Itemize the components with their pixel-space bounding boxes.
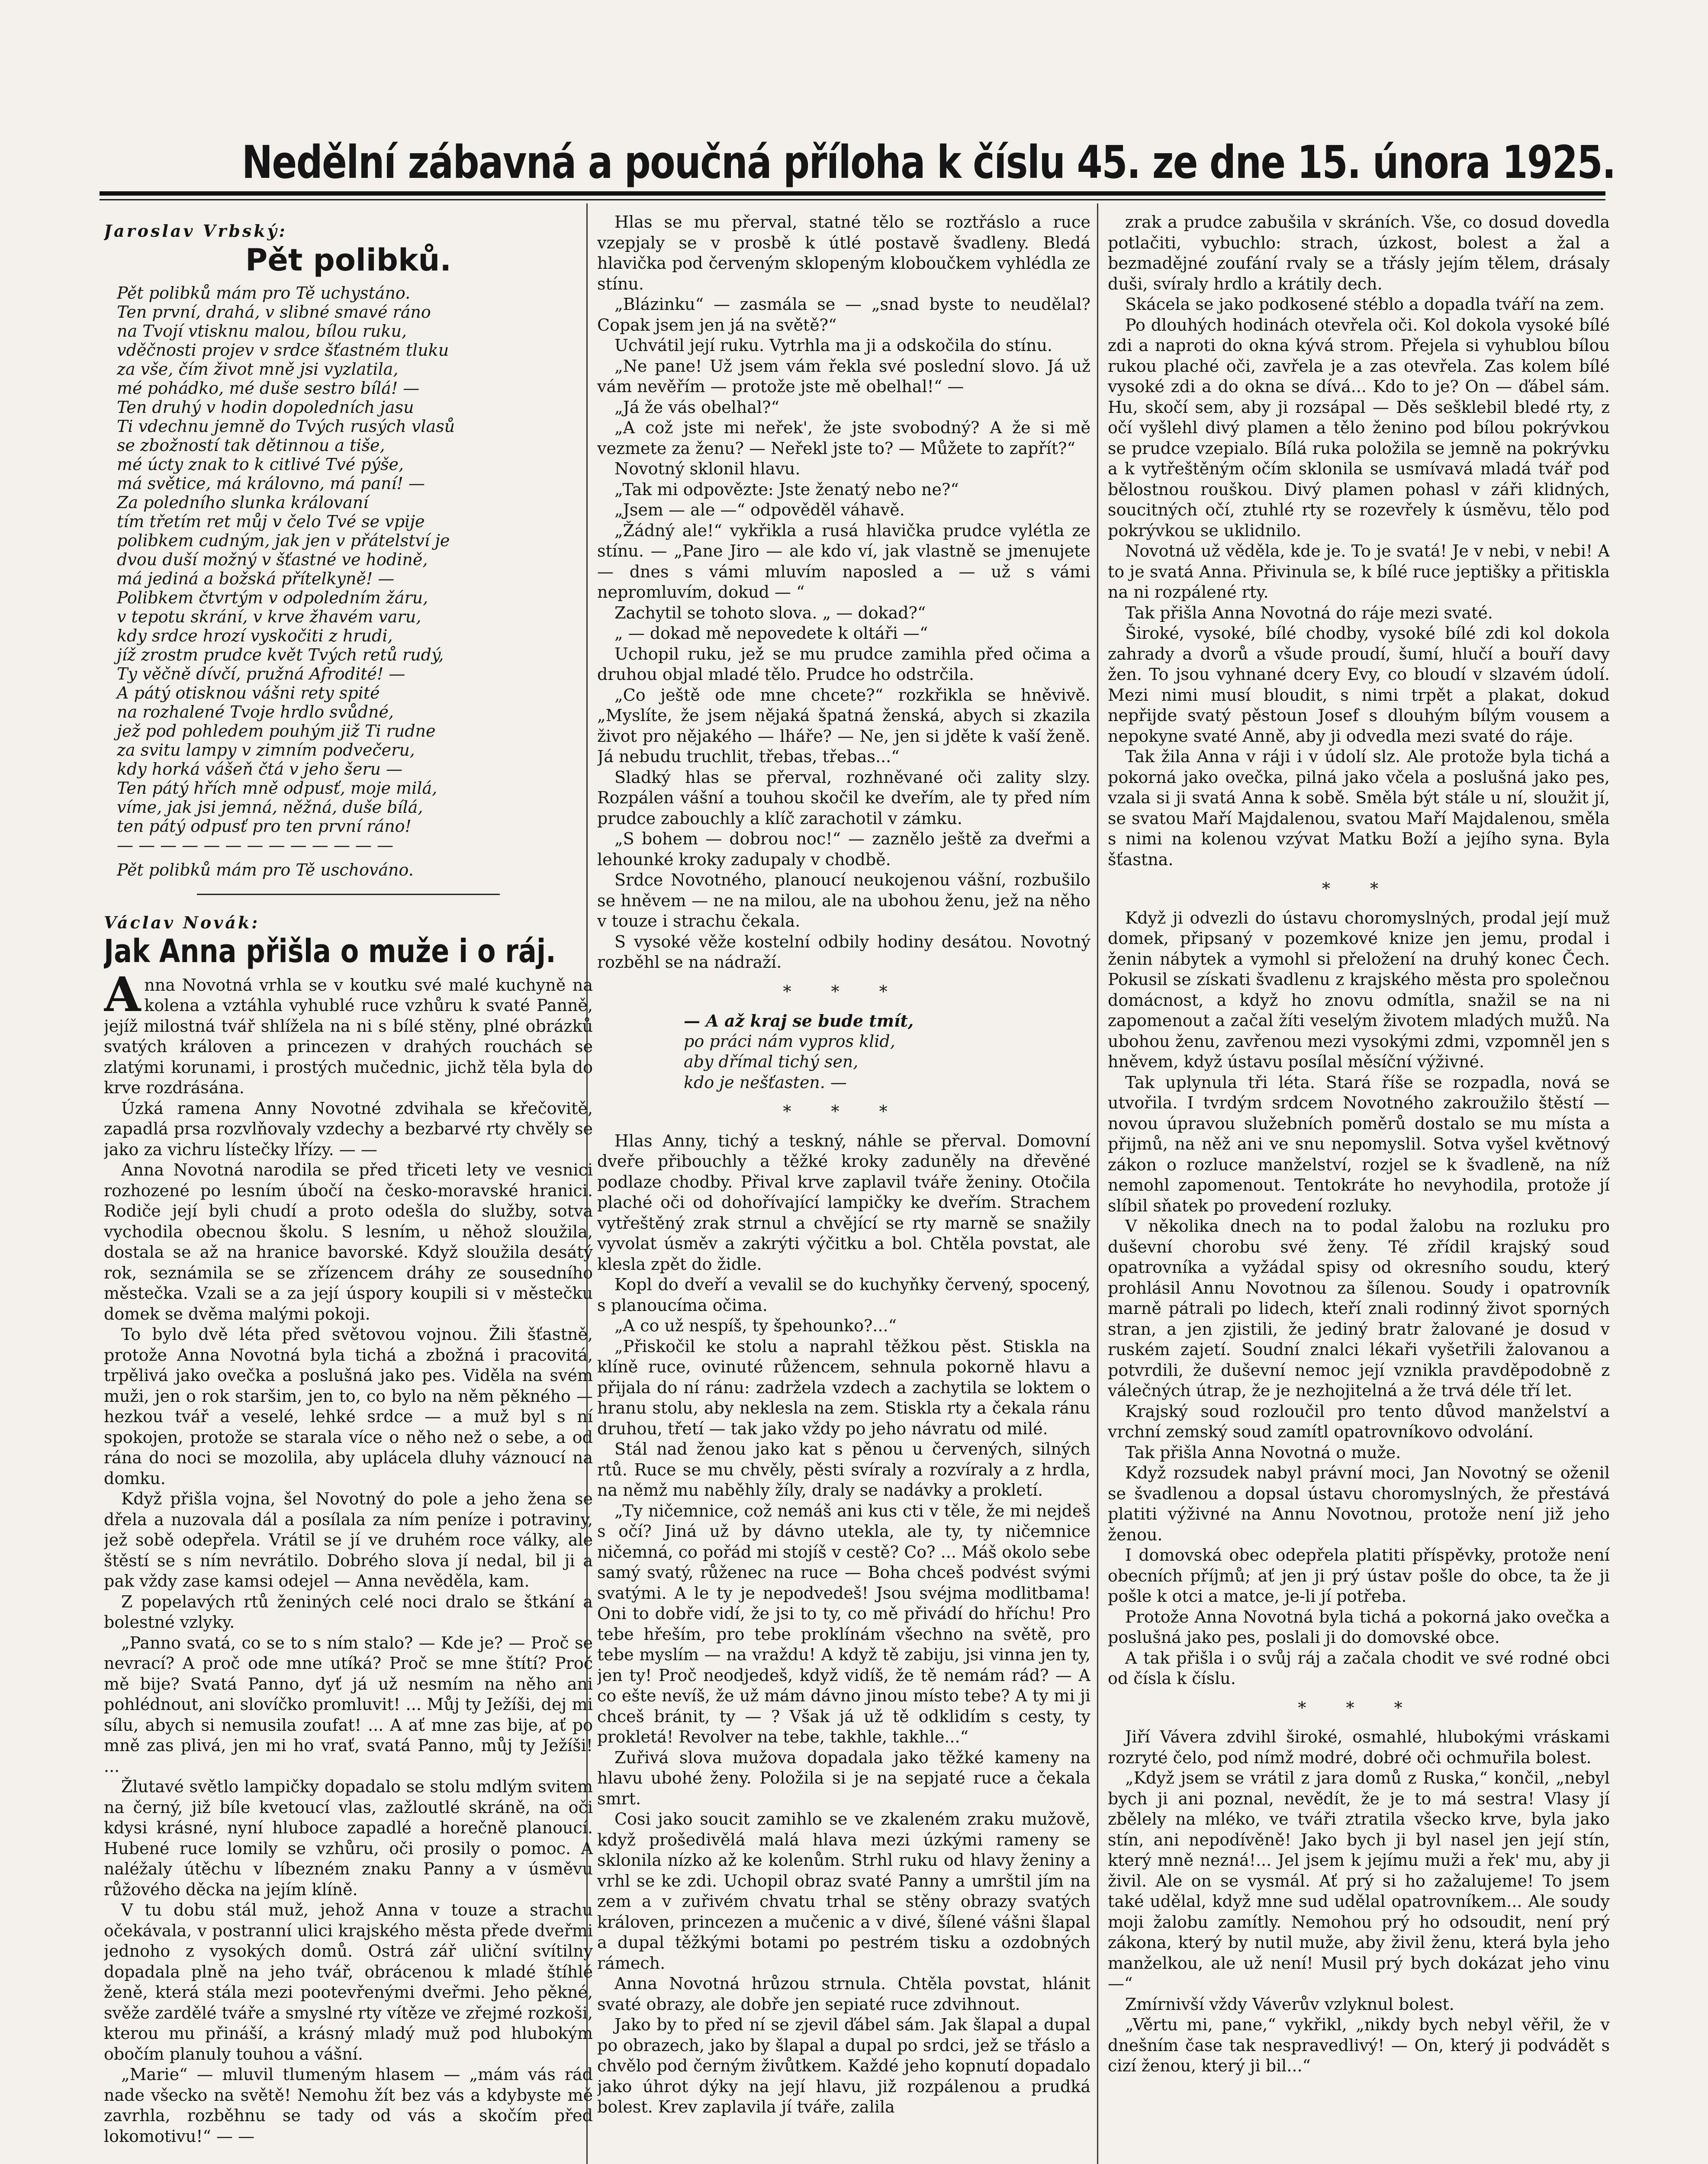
- verse-line: — A až kraj se bude tmít,: [684, 1011, 914, 1030]
- paragraph: Žlutavé světlo lampičky dopadalo se stolu mdlým svitem na černý, již bíle kvetoucí vlas, zažloutlé skráně, na oči kdysi krásné, nyní hluboce zapadlé a horečně planoucí. Hubené ruce lomily se vzhůru, oči prosily o pomoc. A naléžaly útěchu v líbezném znaku Panny a v úsměvu růžového děcka na jejím klíně.: [104, 1777, 593, 1899]
- poem-line: dvou duší možný v šťastné ve hodině,: [117, 550, 428, 569]
- column-3: [1108, 212, 1610, 2164]
- paragraph: Zuřivá slova mužova dopadala jako těžké kameny na hlavu ubohé ženy. Položila si je na sepjaté ruce a čekala smrt.: [597, 1748, 1090, 1808]
- paragraph: „Tak mi odpovězte: Jste ženatý nebo ne?“: [614, 480, 959, 499]
- paragraph: Novotná už věděla, kde je. To je svatá! Je v nebi, v nebi! A to je svatá Anna. Přivinula se, k bílé ruce jeptišky a přitiskla na ni rozpálené rty.: [1108, 541, 1610, 602]
- poem-body: [104, 283, 593, 855]
- paragraph: Jako by to před ní se zjevil ďábel sám. Jak šlapal a dupal po obrazech, jako by šlapal a dupal po srdci, jež se třáslo a chvělo pod černým živůtkem. Každé jeho kopnutí dopadalo jako úhrot dýky na její hlavu, již rozpálenou a prudká bolest. Krev zaplavila jí tváře, zalila: [597, 2015, 1090, 2116]
- poem-line: se zbožností tak dětinnou a tiše,: [117, 436, 385, 455]
- poem-line: jež pod pohledem pouhým již Ti rudne: [117, 721, 436, 741]
- column-1: [104, 212, 593, 2164]
- paragraph: „A což jste mi neřek', že jste svobodný? A že si mě vezmete za ženu? — Neřekl jste to? — Můžete to zapřít?“: [597, 418, 1090, 458]
- paragraph: Novotný sklonil hlavu.: [614, 459, 801, 478]
- paragraph: I domovská obec odepřela platiti příspěvky, protože není obecních příjmů; ať jen ji prý ústav pošle do obce, ta že ji pošle k otci a matce, je-li jí potřeba.: [1108, 1546, 1610, 1606]
- verse-line: po práci nám vypros klid,: [684, 1031, 895, 1051]
- poem-line: v tepotu skrání, v krve žhavém varu,: [117, 607, 421, 626]
- paragraph: Zmírnivší vždy Váverův vzlyknul bolest.: [1125, 1994, 1454, 2014]
- poem-line: má světice, má královno, má paní! —: [117, 474, 425, 493]
- paragraph: Hlas se mu přerval, statné tělo se roztřáslo a ruce vzepjaly se v prosbě k útlé postavě švadleny. Bledá hlavička pod červeným sklopeným kloboučkem vyhlédla ze stínu.: [597, 213, 1090, 293]
- paragraph: Srdce Novotného, planoucí neukojenou vášní, rozbušilo se hněvem — ne na milou, ale na ubohou ženu, jež na něho v touze i strachu čekala.: [597, 870, 1090, 931]
- paragraph: „Co ještě ode mne chcete?“ rozkřikla se hněvivě. „Myslíte, že jsem nějaká špatná ženská, abych si zkazila život pro nějakého — lháře? — Ne, jen si jděte k vaší ženě. Já nebudu truchlit, třebas, třebas...“: [597, 685, 1090, 766]
- poem-line: má jediná a božská přítelkyně! —: [117, 569, 395, 588]
- paragraph: To bylo dvě léta před světovou vojnou. Žili šťastně, protože Anna Novotná byla tichá a zbožná i pracovitá, trpělivá jako ovečka a poslušná jako pes. Viděla na svém muži, jen o rok staršim, jen to, co bylo na něm pěkného — hezkou tvář a veselé, lehké srdce — a muž byl s ní spokojen, protože se starala více o něho než o sebe, a od rána do noci se mozolila, aby uplácela dluhy váznoucí na domku.: [104, 1325, 593, 1488]
- scene-break-stars: * * *: [783, 1102, 905, 1121]
- masthead-rule-thick: [100, 191, 1605, 196]
- paragraph: Skácela se jako podkosené stéblo a dopadla tváří na zem.: [1125, 295, 1605, 314]
- poem-line: Polibkem čtvrtým v odpoledním žáru,: [117, 588, 428, 607]
- poem-line: kdy horká vášeň čtá v jeho šeru —: [117, 760, 403, 779]
- poem-line: Ten první, drahá, v slibné smavé ráno: [117, 303, 431, 322]
- paragraph: Anna Novotná vrhla se v koutku své malé kuchyně na kolena a vztáhla vyhublé ruce vzhůru k svaté Panně, jejíž milostná tvář shlížela na ni s bílé stěny, plné obrázků svatých královen a princezen v drahých rouchách se zlatými korunami, i prostých mučednic, jichž těla byla do krve rozdrásána.: [104, 966, 593, 1097]
- paragraph: „Přiskočil ke stolu a naprahl těžkou pěst. Stiskla na klíně ruce, ovinuté růžencem, sehnula pokorně hlavu a přijala do ní ránu: zadržela vzdech a zachytila se loktem o hranu stolu, aby neklesla na zem. Stiskla rty a čekala ránu druhou, třetí — tak jako vždy po jeho návratu od milé.: [597, 1336, 1090, 1438]
- poem-line: ten pátý odpusť pro ten první ráno!: [117, 817, 412, 836]
- story-title: Jak Anna přišla o muže i o ráj.: [104, 933, 556, 970]
- scene-break-stars: * * *: [783, 982, 905, 1001]
- paragraph: „Marie“ — mluvil tlumeným hlasem — „mám vás rád nade všecko na světě! Nemohu žít bez vás a kdybyste mě zavrhla, rozběhnu se tady od vás a skočím před lokomotivu!“ — —: [104, 2065, 593, 2146]
- paragraph: Tak žila Anna v ráji i v údolí slz. Ale protože byla tichá a pokorná jako ovečka, pilná jako včela a poslušná jako pes, vzala si ji svatá Anna k sobě. Směla být stále u ní, sloužit jí, se svatou Maří Majdalenou, svatou Maří Majdalenou, směla s nimi na kolenou vzývat Matku Boží a jejího syna. Byla šťastna.: [1108, 747, 1610, 869]
- verse-line: aby dřímal tichý sen,: [684, 1052, 859, 1071]
- paragraph: Když přišla vojna, šel Novotný do pole a jeho žena se dřela a nuzovala dál a posílala za ním peníze i potraviny, jež sobě odepřela. Vrátil se jí ve druhém roce války, ale štěstí se s ním nevrátilo. Dobrého slova jí nedal, bil ji a pak vždy zase kamsi odejel — Anna nevěděla, kam.: [104, 1489, 593, 1591]
- poem-line: Za poledního slunka královaní: [117, 493, 369, 512]
- masthead-rule-thin: [100, 199, 1605, 200]
- poem-line: mé pohádko, mé duše sestro bílá! —: [117, 379, 420, 398]
- poem-line: Ty věčně dívčí, pružná Afrodité! —: [117, 664, 405, 683]
- paragraph: „S bohem — dobrou noc!“ — zaznělo ještě za dveřmi a lehounké kroky zadupaly v chodbě.: [597, 829, 1090, 869]
- poem-line: Pět polibků mám pro Tě uchystáno.: [117, 283, 411, 303]
- poem-author: Jaroslav Vrbský:: [104, 221, 287, 241]
- paragraph: „Já že vás obelhal?“: [614, 397, 779, 417]
- paragraph: Protože Anna Novotná byla tichá a pokorná jako ovečka a poslušná jako pes, poslali ji do domovské obce.: [1108, 1607, 1610, 1647]
- paragraph: V několika dnech na to podal žalobu na rozluku pro duševní chorobu své ženy. Té zřídil krajský soud opatrovníka a vyžádal spisy od okresního soudu, který prohlásil Annu Novotnou za šílenou. Soudy i opatrovník marně pátrali po lidech, kteří znali rodinný život sporných stran, a jen zjistili, že jediný bratr žalované je dosud v ruském zajetí. Soudní znalci lékaři vyšetřili žalovanou a potvrdili, že duševní nemoc její vznikla pravděpodobně z válečných útrap, že je nezhojitelná a že trvá déle tří let.: [1108, 1217, 1610, 1400]
- paragraph: „Když jsem se vrátil z jara domů z Ruska,“ končil, „nebyl bych ji ani poznal, nevědít, že je to má sestra! Vlasy jí zbělely na mléko, ve tváři ztratila všecko krve, byla jako stín, ani nepodívěně! Jako bych ji byl nasel jen její stín, který mně nezná!... Jel jsem k jejímu muži a řek' mu, aby ji živil. Ale on se vysmál. Ať prý si ho zažalujeme! To jsem také udělal, když mne sud udělal opatrovníkem... Ale soudy moji žalobu zamítly. Nemohou prý ho odsoudit, není prý zákona, který by nutil muže, aby živil ženu, která byla jeho manželkou, ale už není! Musil prý bych dokázat jeho vinu —“: [1108, 1768, 1610, 1993]
- poem-line: za vše, čím život mně jsi vyzlatila,: [117, 360, 399, 379]
- masthead: [108, 130, 1615, 195]
- poem-line: Ti vdechnu jemně do Tvých rusých vlasů: [117, 417, 455, 436]
- poem-line: A pátý otisknou vášni rety spité: [117, 683, 380, 702]
- paragraph: Anna Novotná hrůzou strnula. Chtěla povstat, hlánit svaté obrazy, ale dobře jen sepiaté ruce zdvihnout.: [597, 1974, 1090, 2014]
- paragraph: „Žádný ale!“ vykřikla a rusá hlavička prudce vylétla ze stínu. — „Pane Jiro — ale kdo ví, jak vlastně se jmenujete — dnes s vámi mluvím naposled a — už s vámi nepromluvím, dokud — “: [597, 521, 1090, 602]
- paragraph: Krajský soud rozloučil pro tento důvod manželství a vrchní zemský soud zamítl opatrovníkovo odvolání.: [1108, 1401, 1610, 1441]
- poem-line: Ten pátý hřích mně odpusť, moje milá,: [117, 779, 437, 798]
- poem-line: vděčnosti projev v srdce šťastném tluku: [117, 341, 449, 360]
- column-2: [597, 212, 1090, 2164]
- paragraph: Po dlouhých hodinách otevřela oči. Kol dokola vysoké bílé zdi a naproti do okna kývá strom. Přejela si vyhublou bílou rukou plaché oči, zavřela je a zas otevřela. Zas kolem bílé vysoké zdi a do okna se dívá... Kdo to je? On — ďábel sám. Hu, skočí sem, aby ji rozsápal — Děs sešklebil bledé rty, z očí vyšlehl divý plamen a tělo ženino pod bílou pokrývkou se prudce vzepialo. Bílá ruka položila se jemně na pokrývku a k vytřeštěným očím sklonila se usmívavá mladá tvář pod bělostnou rouškou. Divý plamen pohasl v záři klidných, soucitných očí, ztuhlé rty se rozevřely k úsměvu, tělo pod pokrývkou se uklidnilo.: [1108, 315, 1610, 540]
- poem-line: na Tvojí vtisknu malou, bílou ruku,: [117, 322, 407, 341]
- paragraph: „Věrtu mi, pane,“ vykřikl, „nikdy bych nebyl věřil, že v dnešním čase tak nespravedlivý! — On, který ji podvádět s cizí ženou, který ji bil...“: [1108, 2015, 1610, 2075]
- scene-break-stars: * *: [1322, 879, 1396, 898]
- paragraph: Jiří Vávera zdvihl široké, osmahlé, hlubokými vráskami rozryté čelo, pod nímž modré, dobré oči ochmuřila bolest.: [1108, 1727, 1610, 1767]
- paragraph: „A co už nespíš, ty špehounko?...“: [614, 1316, 897, 1335]
- paragraph: Tak přišla Anna Novotná do ráje mezi svaté.: [1125, 603, 1493, 622]
- paragraph: Široké, vysoké, bílé chodby, vysoké bílé zdi kol dokola zahrady a dvorů a všude proudí, šumí, hlučí a bouří davy žen. To jsou vyhnané dcery Evy, co bloudí v slzavém údolí. Mezi nimi musí bloudit, s nimi trpět a plakat, dokud nepřijde svatý pěstoun Josef s dlouhým bílým vousem a nepokyne svaté Anně, aby ji odvedla mezi svaté do ráje.: [1108, 624, 1610, 746]
- paragraph: Z popelavých rtů ženiných celé noci dralo se štkání a bolestné vzlyky.: [104, 1592, 593, 1632]
- poem-title: Pět polibků.: [245, 242, 451, 278]
- paragraph: A tak přišla i o svůj ráj a začala chodit ve své rodné obci od čísla k číslu.: [1108, 1648, 1610, 1688]
- paragraph: Stál nad ženou jako kat s pěnou u červených, silných rtů. Ruce se mu chvěly, pěsti svíraly a rozvíraly a z hrdla, na němž mu naběhly žíly, draly se nadávky a prokletí.: [597, 1439, 1090, 1500]
- paragraph: „Panno svatá, co se to s ním stalo? — Kde je? — Proč se nevrací? A proč ode mne utíká? Proč se mne štítí? Proč mě bije? Svatá Panno, dyť já už nesmím na něho ani pohlédnout, ani slovíčko promluvit! ... Můj ty Ježíši, dej mi sílu, abych si nemusila zoufat! ... A ať mne zas bije, ať po mně zas plivá, jen mi ho vrať, svatá Panno, můj ty Ježíši! ...: [104, 1633, 593, 1776]
- poem-closing-line: Pět polibků mám pro Tě uschováno.: [117, 860, 414, 879]
- paragraph: S vysoké věže kostelní odbily hodiny desátou. Novotný rozběhl se na nádraží.: [597, 932, 1090, 972]
- paragraph: Když ji odvezli do ústavu choromyslných, prodal její muž domek, připsaný v pozemkové knize jen jemu, prodal i ženin nábytek a vymohl si přeložení na druhý konec Čech. Pokusil se získati švadlenu z krajského města pro společnou domácnost, a když ho znovu odmítla, snažil se na ni zapomenout a začal žíti veselým životem mladých mužů. Na ubohou ženu, zavřenou mezi vysokými zdmi, vzpomněl jen s hněvem, když ústavu posílal měsíční výživné.: [1108, 908, 1610, 1071]
- verse-line: kdo je nešťasten. —: [684, 1072, 847, 1092]
- paragraph: Úzká ramena Anny Novotné zdvihala se křečovitě, zapadlá prsa rozvlňovaly vzdechy a bezbarvé rty chvěly se jako za vichru lístečky lřízy. — —: [104, 1098, 593, 1159]
- masthead-title: Nedělní zábavná a poučná příloha k číslu 45. ze dne 15. února 1925.: [241, 136, 1615, 189]
- paragraph: „Blázinku“ — zasmála se — „snad byste to neudělal? Copak jsem jen já na světě?“: [597, 295, 1090, 335]
- paragraph: Kopl do dveří a vevalil se do kuchyňky červený, spocený, s planoucíma očima.: [597, 1275, 1090, 1315]
- paragraph: „Ty ničemnice, což nemáš ani kus cti v těle, že mi nejdeš s očí? Jiná už by dávno utekla, ale ty, ty ničemnice ničemná, co pořád mi stojíš v cestě? Co? ... Máš okolo sebe samý svatý, růženec na ruce — Boha chceš podvést svými svatými. A le ty je nepodvedeš! Jsou svéjma modlitbama! Oni to dobře vidí, že jsi to ty, co mě přivádí do hříchu! Pro tebe hřeším, pro tebe proklínám všechno na světě, pro tebe myslím — na vraždu! A když tě zabiju, jsi vinna jen ty, jen ty! Proč neodjedeš, když vidíš, že tě nemám rád? — A co ešte nevíš, že už mám dávno jinou místo tebe? A ty mi ji chceš bránit, ty — ? Však já už tě odklidím s cesty, ty prokletá! Revolver na tebe, takhle, takhle...“: [597, 1501, 1090, 1746]
- paragraph: Zachytil se tohoto slova. „ — dokad?“: [614, 603, 926, 622]
- poem-line: polibkem cudným, jak jen v přátelství je: [117, 531, 450, 550]
- paragraph: „ — dokad mě nepovedete k oltáři —“: [614, 624, 928, 643]
- section-divider: [197, 894, 500, 895]
- paragraph: Tak uplynula tři léta. Stará říše se rozpadla, nová se utvořila. I tvrdým srdcem Novotného zakroužilo štěstí — novou úpravou služebních poměrů dostalo se mu místa a přijmů, na něž ani ve snu nepomyslil. Sotva vyšel květnový zákon o rozluce manželství, rozjel se k švadleně, na níž nemohl zapomenout. Tentokráte ho nevyhodila, protože jí slíbil sňatek po provedení rozluky.: [1108, 1072, 1610, 1215]
- paragraph: Tak přišla Anna Novotná o muže.: [1125, 1443, 1401, 1462]
- paragraph: V tu dobu stál muž, jehož Anna v touze a strachu očekávala, v postranní ulici krajského města přede dveřmi jednoho z vysokých domů. Ostrá zář uliční svítilny dopadala plně na jeho tvář, obrácenou k mladé štíhlé ženě, která stála mezi pootevřenými dveřmi. Jeho pěkné, svěže zardělé tváře a smyslné rty vítěze ve zřejmé rozkoši, kterou mu přináší, a krásný mladý muž pod hlubokým obočím planuly touhou a vášní.: [104, 1900, 593, 2064]
- paragraph: Uchvátil její ruku. Vytrhla ma ji a odskočila do stínu.: [614, 336, 1052, 355]
- story-author: Václav Novák:: [104, 912, 260, 932]
- paragraph: Uchopil ruku, jež se mu prudce zamihla před očima a druhou objal mladé tělo. Prudce ho odstrčila.: [597, 644, 1090, 684]
- paragraph: Hlas Anny, tichý a teskný, náhle se přerval. Domovní dveře přibouchly a těžké kroky zaduněly na dřevěné podlaze chodby. Přival krve zaplavil tváře ženiny. Otočila plaché oči od dohořívající lampičky ke dveřím. Strachem vytřeštěný zrak strnul a chvějící se rty marně se snažily vyvolat úsměv a zakrýti výčitku a bol. Chtěla povstat, ale klesla zpět do židle.: [597, 1131, 1090, 1274]
- poem-line: mé úcty znak to k citlivé Tvé pýše,: [117, 455, 404, 474]
- paragraph: Cosi jako soucit zamihlo se ve zkaleném zraku mužově, když prošedivělá malá hlava mezi úzkými rameny se sklonila nízko až ke kolenům. Strhl ruku od hlavy ženiny a vrhl se ke zdi. Uchopil obraz svaté Panny a umrštil jím na zem a v zuřivém chvatu trhal se stěny obrazy svatých královen, princezen a mučenic a v divé, šílené vášni šlapal a dupal těžkými botami po pestrém tisku a ozdobných rámech.: [597, 1810, 1090, 1973]
- paragraph: Anna Novotná narodila se před třiceti lety ve vesnici rozhozené po lesním úbočí na česko-moravské hranici. Rodiče její byli chudí a proto odešla do služby, sotva vychodila obecnou školu. S lesním, u něhož sloužila, dostala se až na hranice bavorské. Když sloužila desátý rok, seznámila se se zřízencem dráhy ze sousedního městečka. Vzali se a za její úspory koupili si v městečku domek se dvěma malými pokoji.: [104, 1160, 593, 1324]
- paragraph: Sladký hlas se přerval, rozhněvané oči zality slzy. Rozpálen vášní a touhou skočil ke dveřím, ale ty před ním prudce zabouchly a klíč zarachotil v zámku.: [597, 767, 1090, 828]
- column-divider: [1097, 203, 1098, 2164]
- paragraph: „Jsem — ale —“ odpověděl váhavě.: [614, 500, 905, 519]
- poem-line: kdy srdce hrozí vyskočiti z hrudi,: [117, 626, 393, 645]
- paragraph: Když rozsudek nabyl právní moci, Jan Novotný se oženil se švadlenou a dopsal ústavu choromyslných, že přestává platiti výživné na Annu Novotnou, protože není již jeho ženou.: [1108, 1463, 1610, 1544]
- poem-line: Ten druhý v hodin dopoledních jasu: [117, 398, 414, 417]
- paragraph: „Ne pane! Už jsem vám řekla své poslední slovo. Já už vám nevěřím — protože jste mě obelhal!“ —: [597, 356, 1090, 396]
- poem-line: na rozhalené Tvoje hrdlo svůdné,: [117, 702, 394, 721]
- poem-line: za svitu lampy v zimním podvečeru,: [117, 741, 415, 760]
- poem-line: víme, jak jsi jemná, něžná, duše bílá,: [117, 798, 423, 817]
- paragraph: zrak a prudce zabušila v skráních. Vše, co dosud dovedla potlačiti, vybuchlo: strach, úzkost, bolest a žal a bezmadějné zoufání rvaly se a třásly jejím tělem, drásaly duši, svíraly hrdlo a krátily dech.: [1108, 213, 1610, 293]
- poem-line: jíž zrostm prudce květ Tvých retů rudý,: [117, 645, 444, 664]
- poem-line: tím třetím ret můj v čelo Tvé se vpije: [117, 512, 425, 531]
- poem-line: — — — — — — — — — — — — —: [117, 836, 393, 855]
- scene-break-stars: * * *: [1298, 1698, 1420, 1717]
